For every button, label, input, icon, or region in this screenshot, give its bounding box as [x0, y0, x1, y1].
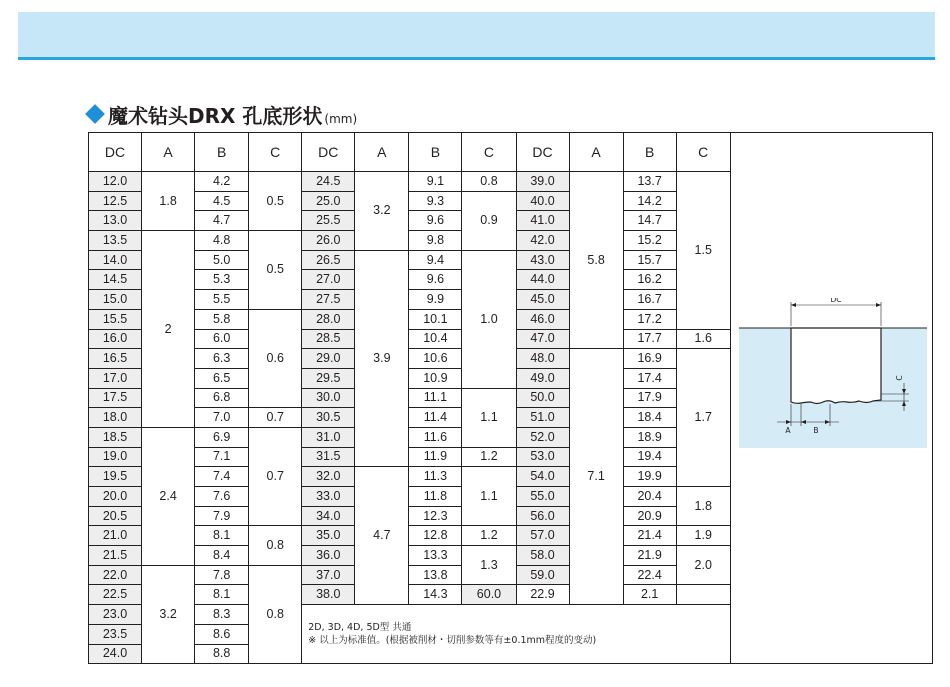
b-cell: 18.4 — [623, 408, 676, 428]
dc-cell: 23.5 — [89, 624, 142, 644]
c-cell: 0.9 — [462, 191, 516, 250]
note-standard-values: ※ 以上为标准值。(根据被削材・切削参数等有±0.1mm程度的变动) — [308, 635, 597, 647]
dc-cell: 60.0 — [462, 585, 516, 605]
diagram-cell — [730, 133, 932, 664]
c-cell: 0.5 — [249, 231, 302, 310]
a-cell: 3.9 — [355, 250, 409, 467]
page-title: 魔术钻头DRX 孔底形状 — [108, 104, 323, 128]
dc-cell: 28.5 — [302, 329, 355, 349]
dc-cell: 58.0 — [516, 546, 569, 566]
a-cell: 2.4 — [142, 427, 195, 565]
b-cell: 4.2 — [195, 172, 249, 192]
dc-cell: 18.0 — [89, 408, 142, 428]
dc-cell: 26.5 — [302, 250, 355, 270]
b-cell: 16.2 — [623, 270, 676, 290]
b-cell: 7.4 — [195, 467, 249, 487]
dc-label: DC — [830, 298, 842, 304]
dc-cell: 22.5 — [89, 585, 142, 605]
b-cell: 9.6 — [409, 270, 462, 290]
header-cell: B — [195, 133, 249, 172]
dc-cell: 17.0 — [89, 368, 142, 388]
dc-cell: 30.0 — [302, 388, 355, 408]
dc-cell: 27.5 — [302, 290, 355, 310]
dc-cell: 15.5 — [89, 309, 142, 329]
a-cell: 1.8 — [142, 172, 195, 231]
section-title — [88, 100, 357, 126]
diamond-bullet-icon — [85, 104, 105, 124]
dc-cell: 34.0 — [302, 506, 355, 526]
b-cell: 13.3 — [409, 546, 462, 566]
b-cell: 8.1 — [195, 585, 249, 605]
b-cell: 13.7 — [623, 172, 676, 192]
dc-cell: 49.0 — [516, 368, 569, 388]
b-cell: 16.9 — [623, 349, 676, 369]
dc-cell: 40.0 — [516, 191, 569, 211]
table-header-row — [89, 133, 933, 172]
dc-cell: 20.5 — [89, 506, 142, 526]
b-cell: 5.5 — [195, 290, 249, 310]
a-cell: 5.8 — [569, 172, 623, 349]
b-cell: 6.0 — [195, 329, 249, 349]
b-cell: 11.9 — [409, 447, 462, 467]
dc-cell: 39.0 — [516, 172, 569, 192]
dc-cell: 26.0 — [302, 231, 355, 251]
dc-cell: 16.5 — [89, 349, 142, 369]
c-cell: 2.1 — [623, 585, 676, 605]
c-cell: 0.7 — [249, 408, 302, 428]
b-cell: 21.4 — [623, 526, 676, 546]
b-cell: 9.8 — [409, 231, 462, 251]
b-cell: 20.4 — [623, 487, 676, 507]
dc-cell: 27.0 — [302, 270, 355, 290]
c-cell: 2.0 — [676, 546, 730, 585]
dc-cell: 25.5 — [302, 211, 355, 231]
b-cell: 11.8 — [409, 487, 462, 507]
dc-cell: 56.0 — [516, 506, 569, 526]
header-cell: C — [249, 133, 302, 172]
b-cell: 4.7 — [195, 211, 249, 231]
dc-cell: 23.0 — [89, 605, 142, 625]
dc-cell: 18.5 — [89, 427, 142, 447]
b-cell: 11.6 — [409, 427, 462, 447]
b-cell: 13.8 — [409, 565, 462, 585]
c-cell: 0.6 — [249, 309, 302, 407]
b-cell: 17.9 — [623, 388, 676, 408]
a-cell: 2 — [142, 231, 195, 428]
header-cell: A — [142, 133, 195, 172]
dc-cell: 53.0 — [516, 447, 569, 467]
b-cell: 15.7 — [623, 250, 676, 270]
header-cell: DC — [89, 133, 142, 172]
dc-cell: 20.0 — [89, 487, 142, 507]
dc-cell: 33.0 — [302, 487, 355, 507]
c-cell: 1.2 — [462, 526, 516, 546]
b-cell: 9.6 — [409, 211, 462, 231]
a-cell: 3.2 — [142, 565, 195, 663]
dc-cell: 31.0 — [302, 427, 355, 447]
b-cell: 22.4 — [623, 565, 676, 585]
dc-cell: 48.0 — [516, 349, 569, 369]
c-cell: 0.5 — [249, 172, 302, 231]
b-cell: 5.8 — [195, 309, 249, 329]
dc-cell: 14.0 — [89, 250, 142, 270]
c-cell: 1.0 — [462, 250, 516, 388]
dc-cell: 42.0 — [516, 231, 569, 251]
c-cell: 1.3 — [462, 546, 516, 585]
b-cell: 4.5 — [195, 191, 249, 211]
b-cell: 8.3 — [195, 605, 249, 625]
dc-cell: 43.0 — [516, 250, 569, 270]
c-cell: 1.1 — [462, 388, 516, 447]
b-cell: 17.4 — [623, 368, 676, 388]
b-cell: 9.1 — [409, 172, 462, 192]
b-cell: 8.1 — [195, 526, 249, 546]
b-cell: 14.3 — [409, 585, 462, 605]
dc-cell: 25.0 — [302, 191, 355, 211]
header-cell: A — [355, 133, 409, 172]
c-cell: 1.5 — [676, 172, 730, 330]
b-cell: 22.9 — [516, 585, 569, 605]
header-cell: A — [569, 133, 623, 172]
b-cell: 7.0 — [195, 408, 249, 428]
dc-cell: 24.5 — [302, 172, 355, 192]
b-cell: 17.2 — [623, 309, 676, 329]
c-cell: 1.6 — [676, 329, 730, 349]
b-cell: 10.4 — [409, 329, 462, 349]
b-cell: 7.6 — [195, 487, 249, 507]
dc-cell: 13.0 — [89, 211, 142, 231]
hole-bottom-diagram — [739, 298, 929, 448]
c-cell: 0.8 — [249, 565, 302, 663]
b-cell: 7.9 — [195, 506, 249, 526]
b-cell: 19.4 — [623, 447, 676, 467]
b-cell: 11.3 — [409, 467, 462, 487]
b-cell: 16.7 — [623, 290, 676, 310]
b-cell: 5.3 — [195, 270, 249, 290]
a-cell: 4.7 — [355, 467, 409, 605]
dc-cell: 19.0 — [89, 447, 142, 467]
dc-cell: 28.0 — [302, 309, 355, 329]
dc-cell: 32.0 — [302, 467, 355, 487]
dc-cell: 29.0 — [302, 349, 355, 369]
b-cell: 17.7 — [623, 329, 676, 349]
dc-cell: 47.0 — [516, 329, 569, 349]
dc-cell: 36.0 — [302, 546, 355, 566]
a-label: A — [785, 426, 791, 435]
b-cell: 9.3 — [409, 191, 462, 211]
b-cell: 6.8 — [195, 388, 249, 408]
dc-cell: 46.0 — [516, 309, 569, 329]
b-cell: 11.4 — [409, 408, 462, 428]
b-cell: 21.9 — [623, 546, 676, 566]
b-cell: 12.8 — [409, 526, 462, 546]
dc-cell: 38.0 — [302, 585, 355, 605]
header-cell: B — [409, 133, 462, 172]
b-cell: 9.4 — [409, 250, 462, 270]
dc-cell: 21.0 — [89, 526, 142, 546]
b-cell: 8.8 — [195, 644, 249, 664]
c-cell: 0.7 — [249, 427, 302, 525]
b-cell: 7.8 — [195, 565, 249, 585]
header-cell: DC — [516, 133, 569, 172]
b-label: B — [813, 426, 819, 435]
dc-cell: 12.0 — [89, 172, 142, 192]
dc-cell: 54.0 — [516, 467, 569, 487]
b-cell: 14.2 — [623, 191, 676, 211]
dc-cell: 51.0 — [516, 408, 569, 428]
b-cell: 6.5 — [195, 368, 249, 388]
dc-cell: 14.5 — [89, 270, 142, 290]
b-cell: 15.2 — [623, 231, 676, 251]
b-cell: 10.6 — [409, 349, 462, 369]
b-cell: 6.3 — [195, 349, 249, 369]
dc-cell: 44.0 — [516, 270, 569, 290]
drilled-hole — [791, 328, 881, 404]
b-cell: 8.4 — [195, 546, 249, 566]
header-cell: C — [462, 133, 516, 172]
dc-cell: 41.0 — [516, 211, 569, 231]
b-cell: 10.1 — [409, 309, 462, 329]
c-cell: 1.9 — [676, 526, 730, 546]
dc-cell: 45.0 — [516, 290, 569, 310]
c-cell: 1.8 — [676, 487, 730, 526]
header-cell: C — [676, 133, 730, 172]
header-cell: B — [623, 133, 676, 172]
a-cell: 7.1 — [569, 349, 623, 605]
dc-cell: 52.0 — [516, 427, 569, 447]
a-cell: 3.2 — [355, 172, 409, 251]
c-cell: 1.1 — [462, 467, 516, 526]
dc-cell: 35.0 — [302, 526, 355, 546]
dc-cell: 19.5 — [89, 467, 142, 487]
note-common-types: 2D, 3D, 4D, 5D型 共通 — [308, 622, 412, 634]
dc-cell: 30.5 — [302, 408, 355, 428]
dc-cell: 31.5 — [302, 447, 355, 467]
b-cell: 10.9 — [409, 368, 462, 388]
dc-cell: 15.0 — [89, 290, 142, 310]
b-cell: 5.0 — [195, 250, 249, 270]
b-cell: 11.1 — [409, 388, 462, 408]
dc-cell: 13.5 — [89, 231, 142, 251]
c-cell: 1.7 — [676, 349, 730, 487]
dc-cell: 24.0 — [89, 644, 142, 664]
hole-bottom-shape-table — [88, 132, 933, 664]
b-cell: 9.9 — [409, 290, 462, 310]
page-title-unit: (mm) — [324, 112, 358, 126]
header-banner — [18, 12, 935, 60]
b-cell: 12.3 — [409, 506, 462, 526]
dc-cell: 17.5 — [89, 388, 142, 408]
dc-cell: 21.5 — [89, 546, 142, 566]
b-cell: 20.9 — [623, 506, 676, 526]
b-cell: 19.9 — [623, 467, 676, 487]
b-cell: 14.7 — [623, 211, 676, 231]
dc-cell: 12.5 — [89, 191, 142, 211]
header-cell: DC — [302, 133, 355, 172]
dc-cell: 16.0 — [89, 329, 142, 349]
b-cell: 8.6 — [195, 624, 249, 644]
c-label: C — [894, 375, 904, 381]
b-cell: 4.8 — [195, 231, 249, 251]
dc-cell: 59.0 — [516, 565, 569, 585]
b-cell: 7.1 — [195, 447, 249, 467]
dc-cell: 22.0 — [89, 565, 142, 585]
b-cell: 18.9 — [623, 427, 676, 447]
c-cell: 1.2 — [462, 447, 516, 467]
b-cell: 6.9 — [195, 427, 249, 447]
dc-cell: 50.0 — [516, 388, 569, 408]
dc-cell: 29.5 — [302, 368, 355, 388]
dc-cell: 57.0 — [516, 526, 569, 546]
dc-cell: 37.0 — [302, 565, 355, 585]
c-cell: 0.8 — [462, 172, 516, 192]
c-cell: 0.8 — [249, 526, 302, 565]
dc-cell: 55.0 — [516, 487, 569, 507]
